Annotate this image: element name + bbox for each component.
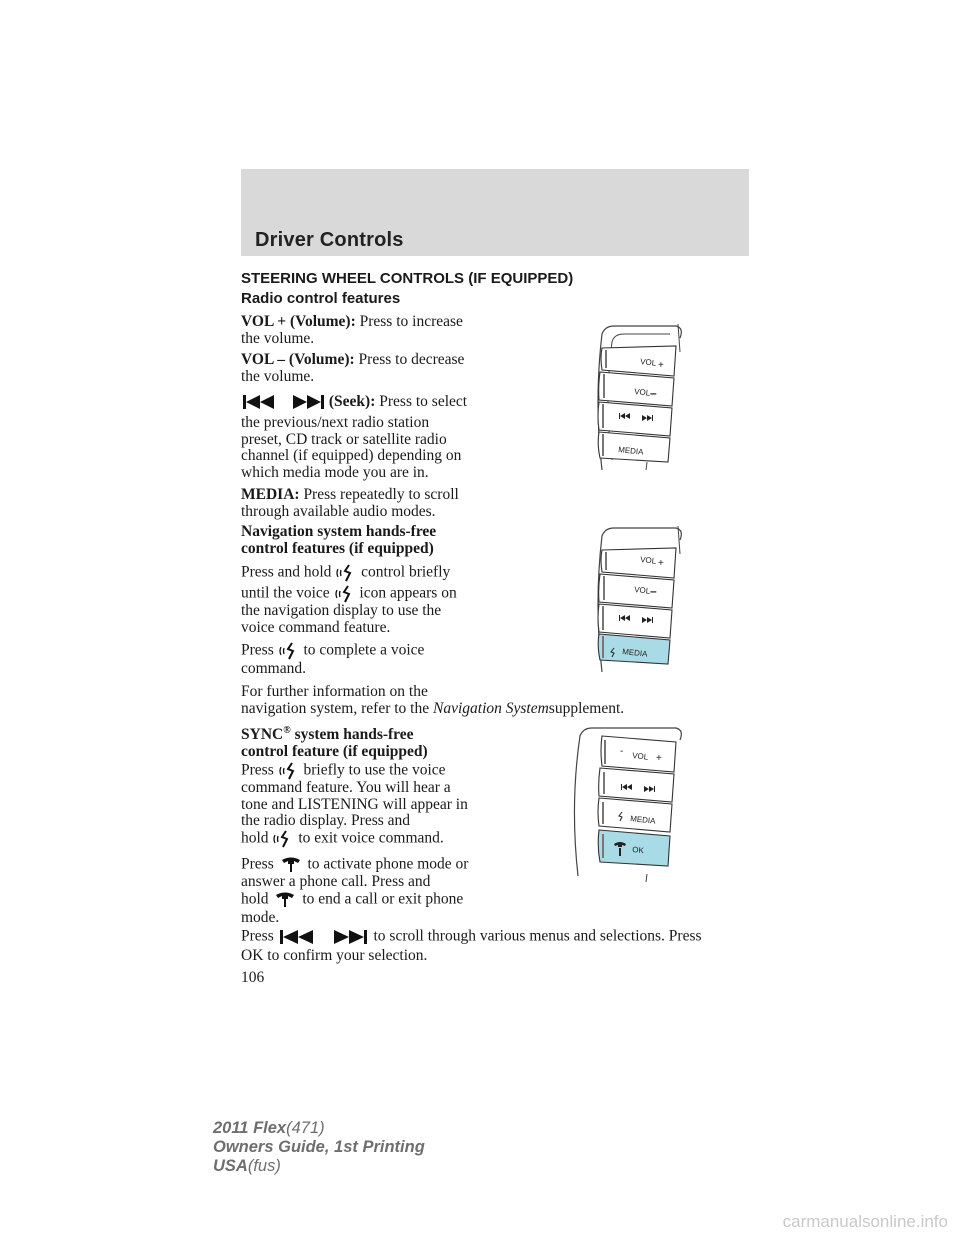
section-title: STEERING WHEEL CONTROLS (IF EQUIPPED) <box>241 270 574 287</box>
nav-line-1 <box>241 564 450 582</box>
vol-minus-term: VOL – (Volume): <box>241 351 355 368</box>
vol-minus-paragraph <box>241 352 464 385</box>
seek-text: Press to select <box>379 393 468 410</box>
sync-text: Press <box>241 927 274 945</box>
print-footer <box>213 1119 425 1176</box>
sync-text: Press <box>241 855 274 873</box>
footer-model: 2011 Flex <box>213 1119 287 1137</box>
sync-text: to end a call or exit phone <box>302 890 464 908</box>
voice-icon <box>278 642 300 660</box>
sync-line-8 <box>241 890 463 927</box>
sync-text: briefly to use the voice <box>303 761 446 779</box>
sync-line-5 <box>241 830 444 848</box>
vol-plus-paragraph <box>241 314 463 347</box>
nav-text: control briefly <box>361 563 451 581</box>
vol-label: VOL <box>633 387 651 398</box>
sync-text: command feature. You will hear a <box>241 779 451 796</box>
seek-text-3: preset, CD track or satellite radio <box>241 430 447 448</box>
sync-line-7 <box>241 874 430 891</box>
vol-minus-sign: – <box>650 386 657 400</box>
nav-controls-illustration <box>572 524 687 674</box>
nav-text: voice command feature. <box>241 618 391 636</box>
sync-text: hold <box>241 890 269 908</box>
vol-label: VOL <box>639 357 657 368</box>
media-label: MEDIA <box>621 647 648 659</box>
nav-text: command. <box>241 660 306 677</box>
footer-code: (471) <box>286 1119 325 1137</box>
footer-region: USA <box>213 1157 248 1175</box>
phone-icon <box>272 890 298 910</box>
nav-line-5 <box>241 642 424 660</box>
seek-term: (Seek): <box>328 393 376 410</box>
vol-label: VOL <box>631 751 649 762</box>
seek-icon <box>241 394 325 410</box>
sync-text: OK to confirm your selection. <box>241 947 428 964</box>
vol-minus-text: Press to decrease <box>358 351 465 368</box>
vol-minus-sign: - <box>620 746 624 757</box>
page-number: 106 <box>241 969 265 986</box>
seek-text-2: the previous/next radio station <box>241 414 430 431</box>
nav-heading-1: Navigation system hands-free <box>241 523 437 540</box>
voice-icon <box>335 564 357 582</box>
nav-text: Press and hold <box>241 563 332 581</box>
nav-text: until the voice <box>241 584 330 602</box>
sync-line-6 <box>241 855 468 875</box>
seek-paragraph <box>241 394 467 411</box>
sync-text: to activate phone mode or <box>307 855 469 873</box>
vol-minus-text-2: the volume. <box>241 367 315 385</box>
sync-text: hold <box>241 829 269 847</box>
nav-text: the navigation display to use the <box>241 602 442 619</box>
media-text-2: through available audio modes. <box>241 502 436 520</box>
radio-controls-illustration <box>572 322 687 472</box>
media-label: MEDIA <box>629 814 656 826</box>
sync-line-2 <box>241 780 468 830</box>
nav-line-3 <box>241 603 441 636</box>
sync-controls-illustration <box>572 724 687 884</box>
nav-heading-2: control features (if equipped) <box>241 539 434 557</box>
page-header-title: Driver Controls <box>255 229 404 251</box>
seek-text-5: which media mode you are in. <box>241 463 429 481</box>
nav-line-6 <box>241 661 306 678</box>
vol-label: VOL <box>639 555 657 566</box>
footer-region-code: (fus) <box>247 1157 281 1175</box>
sync-line-10 <box>241 928 702 946</box>
vol-plus-sign: + <box>658 558 664 569</box>
nav-text: icon appears on <box>359 584 457 602</box>
voice-icon <box>272 830 294 848</box>
sync-text: mode. <box>241 909 280 926</box>
footer-guide: Owners Guide, 1st Printing <box>213 1138 425 1156</box>
sync-text: answer a phone call. Press and <box>241 873 431 890</box>
sync-heading-brand: SYNC <box>241 726 284 744</box>
sync-line-11 <box>241 948 427 965</box>
nav-heading <box>241 524 436 557</box>
watermark: carmanualsonline.info <box>782 1212 948 1231</box>
nav-line-2 <box>241 585 457 603</box>
vol-minus-sign: – <box>650 584 657 598</box>
media-paragraph <box>241 487 459 520</box>
nav-line-7 <box>241 684 624 717</box>
vol-label: VOL <box>633 585 651 596</box>
vol-plus-text: Press to increase <box>359 313 463 330</box>
vol-plus-sign: + <box>658 360 664 371</box>
vol-plus-sign: + <box>656 753 662 764</box>
sync-heading-1: system hands-free <box>294 726 414 744</box>
sync-text: Press <box>241 761 274 779</box>
nav-text: navigation system, refer to the <box>241 699 430 717</box>
radio-heading: Radio control features <box>241 290 401 307</box>
sync-text: tone and LISTENING will appear in <box>241 795 468 813</box>
seek-icon <box>278 928 370 946</box>
seek-text-4: channel (if equipped) depending on <box>241 447 462 464</box>
ok-label: OK <box>631 845 645 856</box>
nav-text: For further information on the <box>241 683 428 700</box>
nav-system-ref: Navigation System <box>432 699 549 717</box>
sync-heading: SYNC® system hands-free control feature (if equipped) <box>241 725 428 760</box>
sync-text: to scroll through various menus and selections. Press <box>373 927 702 945</box>
nav-text: Press <box>241 641 274 659</box>
vol-plus-term: VOL + (Volume): <box>241 313 356 330</box>
media-label: MEDIA <box>617 445 644 457</box>
sync-text: the radio display. Press and <box>241 812 411 829</box>
nav-text: to complete a voice <box>303 641 425 659</box>
sync-line-1 <box>241 762 446 780</box>
phone-icon <box>278 855 304 875</box>
media-term: MEDIA: <box>241 486 300 503</box>
media-text: Press repeatedly to scroll <box>303 486 459 503</box>
vol-plus-text-2: the volume. <box>241 329 315 347</box>
sync-text: to exit voice command. <box>298 829 444 847</box>
voice-icon <box>334 585 356 603</box>
nav-text: supplement. <box>548 699 625 717</box>
seek-paragraph-cont <box>241 415 461 481</box>
sync-heading-2: control feature (if equipped) <box>241 742 428 760</box>
voice-icon <box>278 762 300 780</box>
